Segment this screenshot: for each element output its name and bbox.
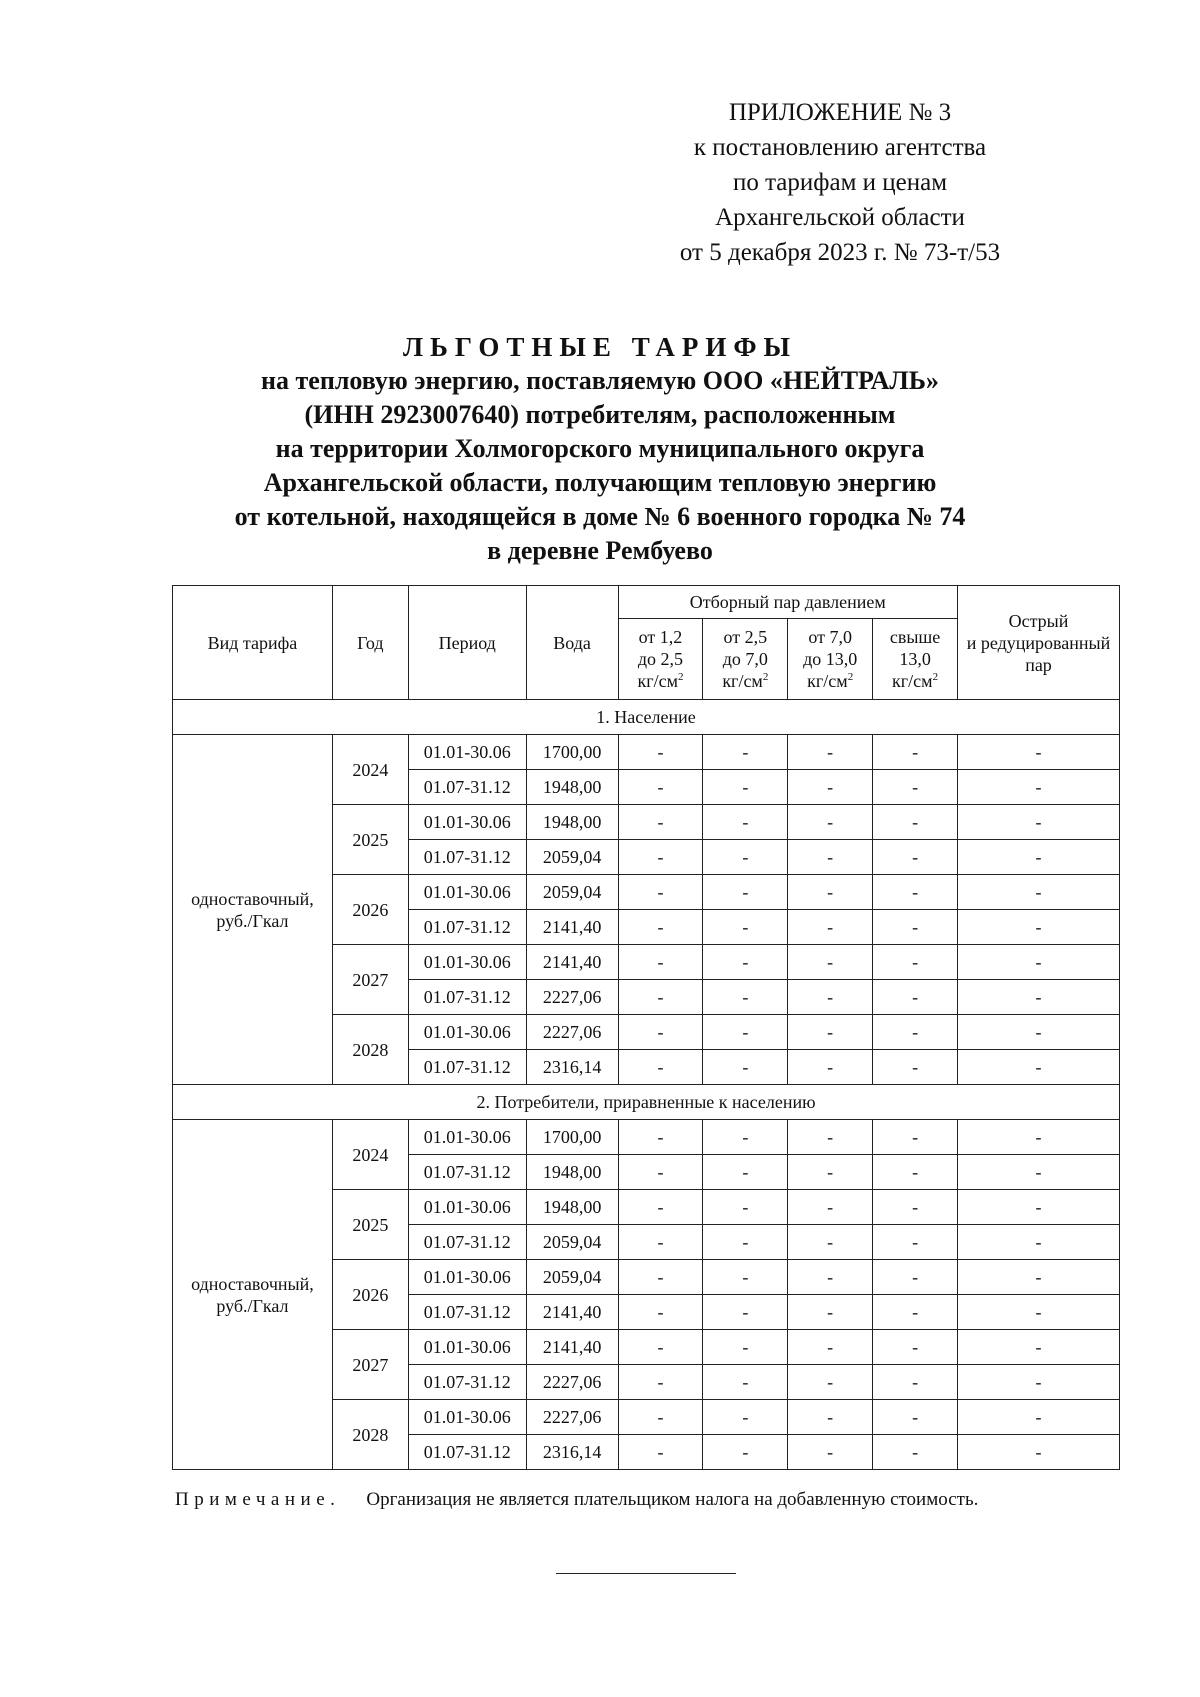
table-row bbox=[173, 735, 1120, 770]
header-sharp-steam bbox=[958, 586, 1120, 700]
steam-col-line: свыше bbox=[889, 627, 941, 647]
steam-col-line: до 7,0 bbox=[722, 649, 768, 669]
steam-tariff-cell: - bbox=[703, 770, 788, 805]
tariff-type-cell bbox=[173, 1120, 333, 1470]
sharp-steam-tariff-cell: - bbox=[958, 910, 1120, 945]
steam-tariff-cell: - bbox=[703, 1365, 788, 1400]
steam-tariff-cell: - bbox=[788, 910, 873, 945]
steam-col-line: до 13,0 bbox=[803, 649, 858, 669]
steam-tariff-cell: - bbox=[618, 1330, 703, 1365]
year-cell: 2028 bbox=[332, 1015, 408, 1085]
steam-tariff-cell: - bbox=[703, 1400, 788, 1435]
year-cell: 2026 bbox=[332, 1260, 408, 1330]
steam-tariff-cell: - bbox=[618, 1120, 703, 1155]
steam-tariff-cell: - bbox=[618, 1260, 703, 1295]
period-cell: 01.07-31.12 bbox=[408, 1155, 526, 1190]
steam-tariff-cell: - bbox=[618, 980, 703, 1015]
steam-tariff-cell: - bbox=[873, 1295, 958, 1330]
year-cell: 2026 bbox=[332, 875, 408, 945]
section-title: 1. Население bbox=[173, 700, 1120, 735]
steam-tariff-cell: - bbox=[788, 1155, 873, 1190]
steam-tariff-cell: - bbox=[788, 1400, 873, 1435]
period-cell: 01.07-31.12 bbox=[408, 1435, 526, 1470]
steam-tariff-cell: - bbox=[618, 1295, 703, 1330]
steam-tariff-cell: - bbox=[618, 1155, 703, 1190]
steam-unit-power: 2 bbox=[762, 671, 769, 683]
period-cell: 01.01-30.06 bbox=[408, 945, 526, 980]
steam-col-unit bbox=[875, 670, 955, 692]
steam-tariff-cell: - bbox=[873, 840, 958, 875]
period-cell: 01.01-30.06 bbox=[408, 1120, 526, 1155]
steam-tariff-cell: - bbox=[873, 1050, 958, 1085]
water-tariff-cell: 2227,06 bbox=[526, 1400, 618, 1435]
period-cell: 01.07-31.12 bbox=[408, 1050, 526, 1085]
period-cell: 01.01-30.06 bbox=[408, 1015, 526, 1050]
steam-tariff-cell: - bbox=[703, 1015, 788, 1050]
steam-tariff-cell: - bbox=[873, 945, 958, 980]
period-cell: 01.07-31.12 bbox=[408, 770, 526, 805]
steam-tariff-cell: - bbox=[788, 735, 873, 770]
steam-col-line: до 2,5 bbox=[637, 649, 684, 669]
tariff-type-line: руб./Гкал bbox=[216, 1295, 289, 1316]
period-cell: 01.07-31.12 bbox=[408, 1365, 526, 1400]
steam-col-line: 13,0 bbox=[899, 649, 931, 669]
steam-col-line: от 7,0 bbox=[808, 627, 852, 647]
water-tariff-cell: 2227,06 bbox=[526, 980, 618, 1015]
steam-tariff-cell: - bbox=[703, 1190, 788, 1225]
steam-tariff-cell: - bbox=[873, 910, 958, 945]
header-steam-col bbox=[873, 619, 958, 700]
tariff-type-line: одноставочный, bbox=[191, 888, 314, 909]
steam-unit: кг/см bbox=[807, 671, 848, 691]
steam-tariff-cell: - bbox=[873, 1365, 958, 1400]
steam-tariff-cell: - bbox=[788, 1330, 873, 1365]
steam-tariff-cell: - bbox=[873, 1400, 958, 1435]
steam-tariff-cell: - bbox=[788, 840, 873, 875]
steam-tariff-cell: - bbox=[788, 805, 873, 840]
steam-unit-power: 2 bbox=[677, 671, 684, 683]
tariff-table bbox=[172, 585, 1120, 1470]
steam-unit-power: 2 bbox=[932, 671, 939, 683]
steam-tariff-cell: - bbox=[703, 945, 788, 980]
sharp-steam-tariff-cell: - bbox=[958, 1295, 1120, 1330]
year-cell: 2027 bbox=[332, 945, 408, 1015]
sharp-steam-tariff-cell: - bbox=[958, 1050, 1120, 1085]
steam-tariff-cell: - bbox=[703, 875, 788, 910]
steam-tariff-cell: - bbox=[703, 1050, 788, 1085]
note bbox=[175, 1489, 1155, 1511]
year-cell: 2027 bbox=[332, 1330, 408, 1400]
appendix-header bbox=[640, 95, 1040, 270]
header-steam-col bbox=[788, 619, 873, 700]
steam-tariff-cell: - bbox=[703, 735, 788, 770]
period-cell: 01.01-30.06 bbox=[408, 875, 526, 910]
steam-tariff-cell: - bbox=[618, 945, 703, 980]
water-tariff-cell: 1948,00 bbox=[526, 770, 618, 805]
steam-tariff-cell: - bbox=[788, 770, 873, 805]
year-cell: 2025 bbox=[332, 1190, 408, 1260]
sharp-steam-tariff-cell: - bbox=[958, 1365, 1120, 1400]
title-line: на тепловую энергию, поставляемую ООО «НЕЙТРАЛЬ» bbox=[261, 366, 939, 395]
sharp-steam-tariff-cell: - bbox=[958, 1190, 1120, 1225]
steam-tariff-cell: - bbox=[873, 770, 958, 805]
period-cell: 01.07-31.12 bbox=[408, 840, 526, 875]
steam-tariff-cell: - bbox=[873, 735, 958, 770]
appendix-line: ПРИЛОЖЕНИЕ № 3 bbox=[728, 99, 952, 126]
table-row bbox=[173, 1120, 1120, 1155]
water-tariff-cell: 2059,04 bbox=[526, 840, 618, 875]
sharp-steam-tariff-cell: - bbox=[958, 980, 1120, 1015]
title-line: (ИНН 2923007640) потребителям, расположенным bbox=[304, 400, 896, 429]
period-cell: 01.01-30.06 bbox=[408, 1330, 526, 1365]
water-tariff-cell: 1948,00 bbox=[526, 805, 618, 840]
steam-tariff-cell: - bbox=[788, 1260, 873, 1295]
sharp-steam-tariff-cell: - bbox=[958, 1260, 1120, 1295]
steam-tariff-cell: - bbox=[873, 1190, 958, 1225]
steam-tariff-cell: - bbox=[873, 1155, 958, 1190]
sharp-steam-tariff-cell: - bbox=[958, 1225, 1120, 1260]
steam-unit: кг/см bbox=[722, 671, 763, 691]
steam-tariff-cell: - bbox=[873, 1435, 958, 1470]
title-line: в деревне Рембуево bbox=[487, 536, 713, 565]
water-tariff-cell: 1948,00 bbox=[526, 1190, 618, 1225]
header-sharp-steam-line: пар bbox=[1025, 654, 1052, 675]
sharp-steam-tariff-cell: - bbox=[958, 1330, 1120, 1365]
tariff-body bbox=[173, 700, 1120, 1470]
steam-tariff-cell: - bbox=[618, 875, 703, 910]
steam-tariff-cell: - bbox=[703, 1330, 788, 1365]
sharp-steam-tariff-cell: - bbox=[958, 1435, 1120, 1470]
closing-rule bbox=[556, 1573, 736, 1574]
steam-tariff-cell: - bbox=[618, 1225, 703, 1260]
period-cell: 01.07-31.12 bbox=[408, 1225, 526, 1260]
steam-tariff-cell: - bbox=[618, 1365, 703, 1400]
section-row bbox=[173, 1085, 1120, 1120]
period-cell: 01.01-30.06 bbox=[408, 1190, 526, 1225]
appendix-line: по тарифам и ценам bbox=[732, 169, 948, 196]
title-line: от котельной, находящейся в доме № 6 военного городка № 74 bbox=[234, 502, 966, 531]
steam-tariff-cell: - bbox=[873, 875, 958, 910]
steam-tariff-cell: - bbox=[703, 980, 788, 1015]
header-steam-col bbox=[618, 619, 703, 700]
steam-tariff-cell: - bbox=[788, 1120, 873, 1155]
sharp-steam-tariff-cell: - bbox=[958, 840, 1120, 875]
water-tariff-cell: 1948,00 bbox=[526, 1155, 618, 1190]
year-cell: 2025 bbox=[332, 805, 408, 875]
document-title bbox=[140, 330, 1060, 568]
period-cell: 01.01-30.06 bbox=[408, 805, 526, 840]
tariff-type-line: одноставочный, bbox=[191, 1273, 314, 1294]
header-steam-group: Отборный пар давлением bbox=[618, 586, 957, 619]
steam-tariff-cell: - bbox=[788, 1365, 873, 1400]
section-row bbox=[173, 700, 1120, 735]
period-cell: 01.01-30.06 bbox=[408, 1400, 526, 1435]
appendix-line: от 5 декабря 2023 г. № 73-т/53 bbox=[679, 239, 1001, 266]
steam-tariff-cell: - bbox=[703, 1435, 788, 1470]
sharp-steam-tariff-cell: - bbox=[958, 945, 1120, 980]
period-cell: 01.07-31.12 bbox=[408, 910, 526, 945]
sharp-steam-tariff-cell: - bbox=[958, 735, 1120, 770]
steam-tariff-cell: - bbox=[618, 805, 703, 840]
note-text: Организация не является плательщиком налога на добавленную стоимость. bbox=[366, 1489, 979, 1510]
sharp-steam-tariff-cell: - bbox=[958, 1120, 1120, 1155]
sharp-steam-tariff-cell: - bbox=[958, 1015, 1120, 1050]
steam-tariff-cell: - bbox=[873, 1015, 958, 1050]
steam-unit: кг/см bbox=[637, 671, 678, 691]
steam-tariff-cell: - bbox=[618, 1050, 703, 1085]
steam-tariff-cell: - bbox=[873, 1260, 958, 1295]
steam-tariff-cell: - bbox=[788, 945, 873, 980]
steam-tariff-cell: - bbox=[703, 1155, 788, 1190]
steam-tariff-cell: - bbox=[703, 840, 788, 875]
header-water: Вода bbox=[526, 586, 618, 700]
steam-tariff-cell: - bbox=[873, 805, 958, 840]
title-line: Архангельской области, получающим тепловую энергию bbox=[263, 468, 937, 497]
water-tariff-cell: 2059,04 bbox=[526, 1260, 618, 1295]
steam-tariff-cell: - bbox=[618, 1190, 703, 1225]
section-title: 2. Потребители, приравненные к населению bbox=[173, 1085, 1120, 1120]
steam-tariff-cell: - bbox=[703, 910, 788, 945]
steam-tariff-cell: - bbox=[788, 875, 873, 910]
sharp-steam-tariff-cell: - bbox=[958, 1155, 1120, 1190]
water-tariff-cell: 2059,04 bbox=[526, 875, 618, 910]
water-tariff-cell: 2141,40 bbox=[526, 910, 618, 945]
steam-tariff-cell: - bbox=[703, 1225, 788, 1260]
header-period: Период bbox=[408, 586, 526, 700]
steam-tariff-cell: - bbox=[703, 1120, 788, 1155]
water-tariff-cell: 1700,00 bbox=[526, 1120, 618, 1155]
steam-tariff-cell: - bbox=[618, 1015, 703, 1050]
steam-tariff-cell: - bbox=[703, 1260, 788, 1295]
steam-tariff-cell: - bbox=[788, 980, 873, 1015]
header-tariff-type: Вид тарифа bbox=[173, 586, 333, 700]
sharp-steam-tariff-cell: - bbox=[958, 805, 1120, 840]
sharp-steam-tariff-cell: - bbox=[958, 875, 1120, 910]
steam-tariff-cell: - bbox=[788, 1050, 873, 1085]
water-tariff-cell: 1700,00 bbox=[526, 735, 618, 770]
sharp-steam-tariff-cell: - bbox=[958, 770, 1120, 805]
tariff-type-cell bbox=[173, 735, 333, 1085]
title-heading: ЛЬГОТНЫЕ ТАРИФЫ bbox=[402, 332, 798, 362]
water-tariff-cell: 2316,14 bbox=[526, 1050, 618, 1085]
steam-tariff-cell: - bbox=[618, 1400, 703, 1435]
water-tariff-cell: 2141,40 bbox=[526, 1330, 618, 1365]
steam-tariff-cell: - bbox=[618, 735, 703, 770]
water-tariff-cell: 2227,06 bbox=[526, 1015, 618, 1050]
year-cell: 2024 bbox=[332, 1120, 408, 1190]
header-sharp-steam-line: и редуцированный bbox=[966, 632, 1111, 653]
steam-tariff-cell: - bbox=[873, 1225, 958, 1260]
period-cell: 01.01-30.06 bbox=[408, 735, 526, 770]
steam-tariff-cell: - bbox=[788, 1225, 873, 1260]
water-tariff-cell: 2141,40 bbox=[526, 945, 618, 980]
steam-tariff-cell: - bbox=[703, 805, 788, 840]
steam-col-unit bbox=[705, 670, 785, 692]
steam-tariff-cell: - bbox=[873, 980, 958, 1015]
steam-col-unit bbox=[621, 670, 701, 692]
note-label: Примечание. bbox=[175, 1489, 341, 1510]
sharp-steam-tariff-cell: - bbox=[958, 1400, 1120, 1435]
steam-tariff-cell: - bbox=[873, 1120, 958, 1155]
steam-tariff-cell: - bbox=[618, 840, 703, 875]
steam-unit: кг/см bbox=[892, 671, 933, 691]
steam-tariff-cell: - bbox=[703, 1295, 788, 1330]
period-cell: 01.07-31.12 bbox=[408, 1295, 526, 1330]
steam-tariff-cell: - bbox=[618, 910, 703, 945]
steam-tariff-cell: - bbox=[873, 1330, 958, 1365]
steam-tariff-cell: - bbox=[788, 1015, 873, 1050]
header-row bbox=[173, 586, 1120, 619]
period-cell: 01.01-30.06 bbox=[408, 1260, 526, 1295]
header-steam-col bbox=[703, 619, 788, 700]
tariff-type-line: руб./Гкал bbox=[216, 910, 289, 931]
header-year: Год bbox=[332, 586, 408, 700]
steam-tariff-cell: - bbox=[788, 1295, 873, 1330]
steam-tariff-cell: - bbox=[618, 1435, 703, 1470]
water-tariff-cell: 2316,14 bbox=[526, 1435, 618, 1470]
steam-col-line: от 1,2 bbox=[638, 627, 683, 647]
appendix-line: к постановлению агентства bbox=[693, 134, 987, 161]
steam-col-line: от 2,5 bbox=[723, 627, 768, 647]
appendix-line: Архангельской области bbox=[715, 204, 965, 231]
period-cell: 01.07-31.12 bbox=[408, 980, 526, 1015]
water-tariff-cell: 2059,04 bbox=[526, 1225, 618, 1260]
steam-tariff-cell: - bbox=[788, 1190, 873, 1225]
year-cell: 2024 bbox=[332, 735, 408, 805]
steam-tariff-cell: - bbox=[788, 1435, 873, 1470]
steam-tariff-cell: - bbox=[618, 770, 703, 805]
header-sharp-steam-line: Острый bbox=[1008, 610, 1069, 631]
water-tariff-cell: 2141,40 bbox=[526, 1295, 618, 1330]
title-line: на территории Холмогорского муниципального округа bbox=[275, 434, 925, 463]
steam-unit-power: 2 bbox=[847, 671, 854, 683]
year-cell: 2028 bbox=[332, 1400, 408, 1470]
water-tariff-cell: 2227,06 bbox=[526, 1365, 618, 1400]
steam-col-unit bbox=[790, 670, 870, 692]
